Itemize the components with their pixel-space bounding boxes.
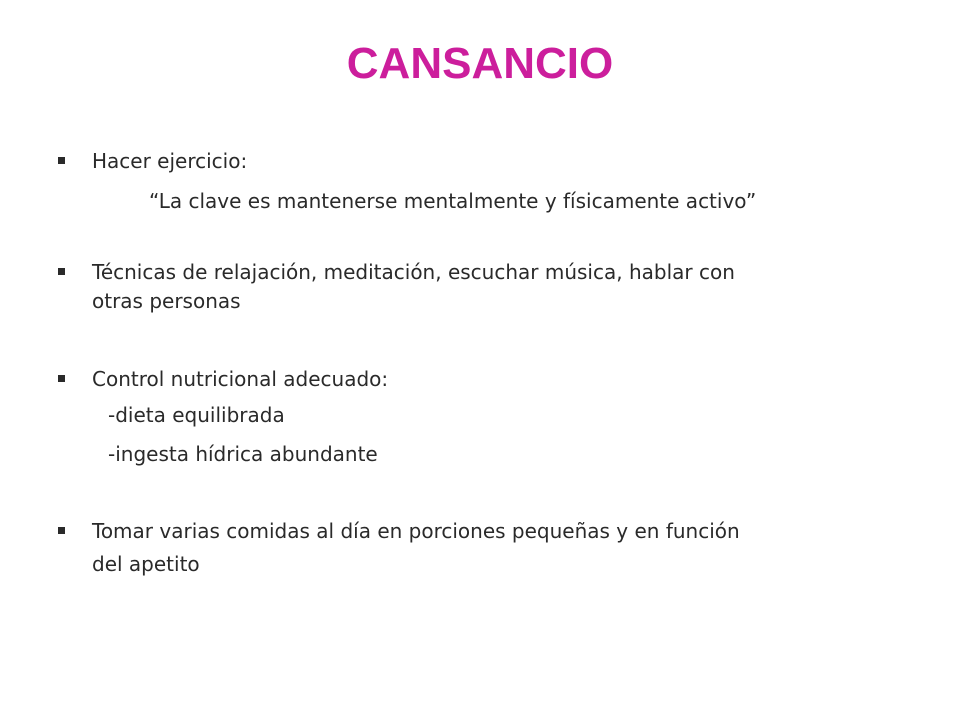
square-bullet-icon — [58, 375, 65, 382]
square-bullet-icon — [58, 268, 65, 275]
square-bullet-icon — [58, 157, 65, 164]
bullet-relaxation-line1: Técnicas de relajación, meditación, escuchar música, hablar con — [92, 260, 735, 284]
bullet-meals-line1: Tomar varias comidas al día en porciones pequeñas y en función — [92, 519, 740, 543]
nutrition-sub-diet: -dieta equilibrada — [108, 403, 285, 427]
bullet-exercise: Hacer ejercicio: — [92, 149, 248, 173]
bullet-nutrition: Control nutricional adecuado: — [92, 367, 389, 391]
exercise-quote: “La clave es mantenerse mentalmente y físicamente activo” — [149, 189, 757, 213]
nutrition-sub-hydration: -ingesta hídrica abundante — [108, 442, 378, 466]
bullet-relaxation-line2: otras personas — [92, 289, 241, 313]
square-bullet-icon — [58, 527, 65, 534]
bullet-meals-line2: del apetito — [92, 552, 200, 576]
slide-title: CANSANCIO — [346, 39, 614, 88]
